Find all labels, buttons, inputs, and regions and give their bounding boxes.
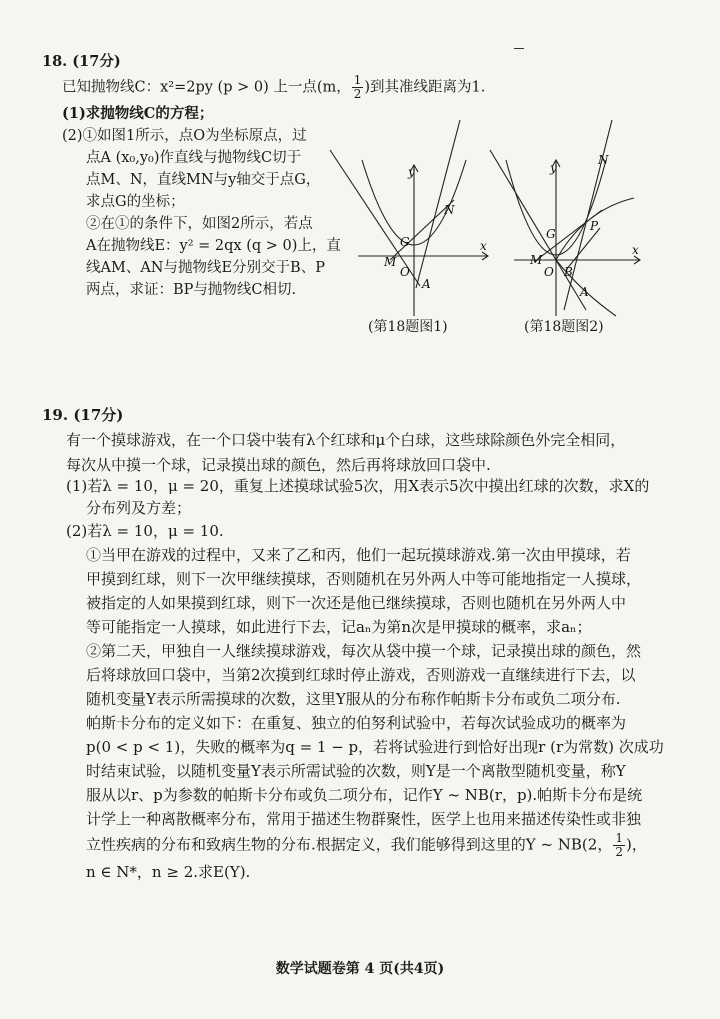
q18-fraction <box>352 74 364 101</box>
q19-line-17: 计学上一种离散概率分布，常用于描述生物群聚性，医学上也用来描述传染性或非独 <box>86 810 642 828</box>
q18-stem-a: 已知抛物线C：x²=2py (p > 0) 上一点(m， <box>62 79 351 96</box>
fig2-tangent-an <box>564 120 612 310</box>
q18-fraction-num: 1 <box>353 73 362 87</box>
q18-part2-line7: 线AM、AN与抛物线E分别交于B、P <box>86 260 325 276</box>
q18-part1: (1)求抛物线C的方程； <box>62 105 214 122</box>
q18-part2-line3: 点M、N，直线MN与y轴交于点G， <box>86 172 321 188</box>
q19-fraction-den: 2 <box>615 845 623 859</box>
fig1-label-x: x <box>480 239 487 253</box>
fig1-label-m: M <box>384 255 397 269</box>
fig1-label-y: y <box>408 165 415 179</box>
q18-part2-line6: A在抛物线E：y² = 2qx (q > 0)上，直 <box>86 238 341 254</box>
q19-line-18 <box>86 832 647 859</box>
q19-fraction <box>613 832 625 859</box>
page-footer: 数学试题卷第 4 页(共4页) <box>275 961 445 977</box>
q19-line-1: 有一个摸球游戏，在一个口袋中装有λ个红球和μ个白球，这些球除颜色外完全相同， <box>66 431 626 449</box>
q19-line-2: 每次从中摸一个球，记录摸出球的颜色，然后再将球放回口袋中. <box>66 456 491 474</box>
figure-1-diagram <box>322 120 492 320</box>
q18-part2-line5: ②在①的条件下，如图2所示，若点 <box>86 216 313 232</box>
q19-line-6: ①当甲在游戏的过程中，又来了乙和丙，他们一起玩摸球游戏.第一次由甲摸球，若 <box>86 546 631 564</box>
q18-part2-line8: 两点，求证：BP与抛物线C相切. <box>86 282 297 298</box>
corner-mark <box>514 48 524 49</box>
fig2-label-p: P <box>590 219 599 233</box>
fig1-label-o: O <box>400 265 410 279</box>
fig1-label-n: N <box>444 203 455 217</box>
q19-line-7: 甲摸到红球，则下一次甲继续摸球，否则随机在另外两人中等可能地指定一人摸球， <box>86 570 642 588</box>
q19-line-9: 等可能指定一人摸球，如此进行下去，记aₙ为第n次是甲摸球的概率，求aₙ； <box>86 618 592 636</box>
fig1-label-g: G <box>400 235 410 249</box>
fig1-label-a: A <box>422 277 431 291</box>
fig2-label-m: M <box>530 253 543 267</box>
q19-line-11: 后将球放回口袋中，当第2次摸到红球时停止游戏，否则游戏一直继续进行下去，以 <box>86 666 636 684</box>
q19-line-4: 分布列及方差； <box>86 499 192 517</box>
figure-1-caption: (第18题图1) <box>368 319 448 335</box>
q18-stem-b: )到其准线距离为1. <box>364 79 486 96</box>
q18-part2-line2: 点A (x₀,y₀)作直线与抛物线C切于 <box>86 150 302 166</box>
figure-2 <box>484 120 644 320</box>
fig2-label-n: N <box>598 153 609 167</box>
fig2-tangent-am <box>490 150 586 310</box>
fig2-line-mn <box>534 210 602 262</box>
q19-line-18b: )， <box>625 835 647 854</box>
fig2-label-b: B <box>564 265 573 279</box>
q18-part2-line1: (2)①如图1所示，点O为坐标原点，过 <box>62 128 307 144</box>
q19-line-16: 服从以r、p为参数的帕斯卡分布或负二项分布，记作Y ~ NB(r，p).帕斯卡分布是统 <box>86 786 643 804</box>
q19-line-18a: 立性疾病的分布和致病生物的分布.根据定义，我们能够得到这里的Y ~ NB(2， <box>86 835 613 854</box>
fig2-label-g: G <box>546 227 556 241</box>
q18-stem <box>62 74 485 101</box>
q19-line-19: n ∈ N*，n ≥ 2.求E(Y). <box>86 863 251 881</box>
fig2-label-o: O <box>544 265 554 279</box>
q19-line-15: 时结束试验，以随机变量Y表示所需试验的次数，则Y是一个离散型随机变量，称Y <box>86 762 626 780</box>
q19-line-8: 被指定的人如果摸到红球，则下一次还是他已继续摸球，否则也随机在另外两人中 <box>86 594 627 612</box>
q19-line-3: (1)若λ = 10，μ = 20，重复上述摸球试验5次，用X表示5次中摸出红球的次数，求X的 <box>66 477 650 495</box>
q19-fraction-num: 1 <box>615 831 623 845</box>
fig2-label-a: A <box>580 285 589 299</box>
figure-2-diagram <box>484 120 644 320</box>
figure-1 <box>322 120 492 320</box>
fig2-label-x: x <box>632 243 639 257</box>
q19-line-10: ②第二天，甲独自一人继续摸球游戏，每次从袋中摸一个球，记录摸出球的颜色，然 <box>86 642 642 660</box>
q18-part2-line4: 求点G的坐标； <box>86 194 185 210</box>
q19-line-13: 帕斯卡分布的定义如下：在重复、独立的伯努利试验中，若每次试验成功的概率为 <box>86 714 627 732</box>
q19-line-12: 随机变量Y表示所需摸球的次数，这里Y服从的分布称作帕斯卡分布或负二项分布. <box>86 690 621 708</box>
figure-2-caption: (第18题图2) <box>524 319 604 335</box>
q18-fraction-den: 2 <box>353 87 362 101</box>
q19-heading: 19. (17分) <box>42 406 124 424</box>
fig2-label-y: y <box>550 161 557 175</box>
q19-line-14: p(0 < p < 1)，失败的概率为q = 1 − p，若将试验进行到恰好出现r (r为常数) 次成功 <box>86 738 664 756</box>
q18-heading: 18. (17分) <box>42 53 121 70</box>
q19-line-5: (2)若λ = 10，μ = 10. <box>66 522 224 540</box>
